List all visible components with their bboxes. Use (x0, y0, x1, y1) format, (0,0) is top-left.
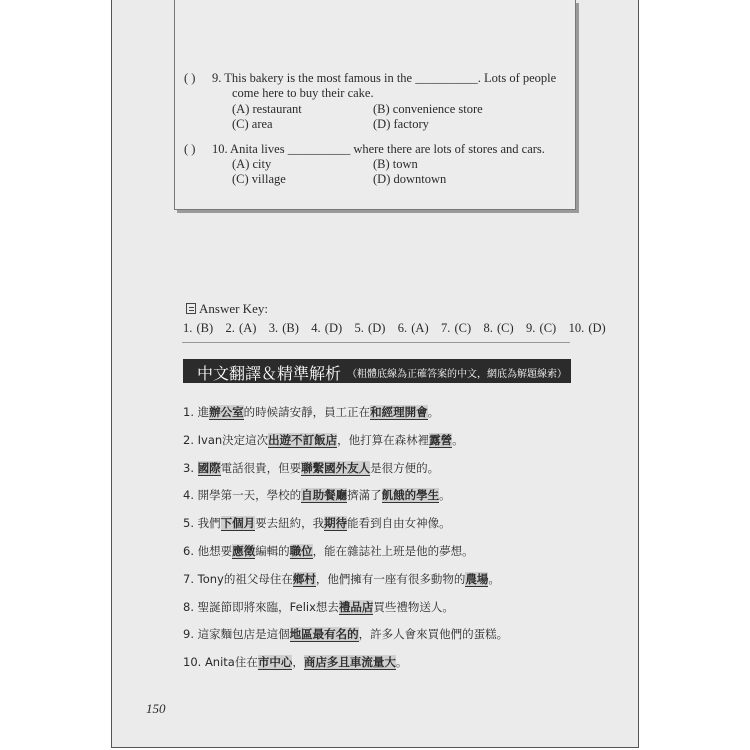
translation-text: 10. Anita住在 (183, 655, 258, 670)
translation-text: 是很方便的。 (370, 460, 440, 475)
answer-highlight: 市中心 (257, 655, 293, 670)
answer-highlight: 露營 (429, 432, 453, 447)
translation-text: 7. Tony的祖父母住在 (183, 571, 293, 586)
option-d: (D) factory (373, 117, 429, 131)
translation-text: 6. 他想要 (183, 544, 233, 558)
translation-text: 5. 我們 (183, 516, 221, 531)
answer-key-title (186, 301, 268, 317)
answer-highlight: 自助餐廳 (301, 488, 348, 503)
option-c: (C) village (232, 172, 286, 186)
translation-text: ，能在雜誌社上班是他的夢想。 (312, 544, 474, 558)
translation-text: 買些禮物送人。 (373, 599, 454, 614)
question-text-cont: come here to buy their cake. (232, 86, 374, 100)
translation-text: 3. (183, 460, 198, 475)
translation-text: 擠滿了 (347, 488, 382, 503)
answer-highlight: 應徵 (232, 544, 256, 558)
book-page (111, 0, 639, 748)
answer-blank: ( ) (184, 142, 196, 156)
section-note: （粗體底線為正確答案的中文，網底為解題線索） (347, 369, 567, 380)
answer-highlight: 出遊不訂飯店 (268, 432, 338, 447)
answer-highlight: 聯繫國外友人 (301, 460, 371, 475)
answer-highlight: 辦公室 (209, 405, 244, 419)
translation-text: ，許多人會來買他們的蛋糕。 (358, 627, 509, 642)
translation-line (183, 626, 508, 642)
translation-text: 9. 這家麵包店是這個 (183, 627, 290, 642)
option-c: (C) area (232, 117, 273, 131)
translation-text: 要去紐約，我 (255, 516, 325, 531)
translation-text: 8. 聖誕節即將來臨，Felix想去 (183, 599, 339, 614)
answer-highlight: 鄉村 (292, 571, 316, 586)
question-text: 10. Anita lives __________ where there are lots of stores and cars. (212, 142, 545, 156)
page-number: 150 (146, 701, 166, 716)
translation-line (183, 432, 464, 448)
translation-text: 的時候請安靜，員工正在 (243, 405, 371, 419)
translation-line (183, 571, 500, 587)
translation-line (183, 487, 451, 503)
answer-blank: ( ) (184, 71, 196, 85)
translation-text: 。 (488, 571, 500, 586)
answer-key-list: 1. (B) 2. (A) 3. (B) 4. (D) 5. (D) 6. (A) 7. (C) 8. (C) 9. (C) 10. (D) (183, 321, 606, 335)
option-b: (B) convenience store (373, 102, 483, 116)
translation-line (183, 460, 439, 476)
notepad-icon (186, 303, 196, 314)
answer-highlight: 禮品店 (338, 599, 374, 614)
divider (182, 342, 570, 343)
answer-key-label: Answer Key: (199, 301, 268, 316)
translation-line (183, 654, 407, 670)
translation-text: ，他們擁有一座有很多動物的 (315, 571, 466, 586)
quiz-box (174, 0, 576, 210)
translation-text: 編輯的 (255, 544, 290, 558)
answer-highlight: 下個月 (220, 516, 256, 531)
answer-highlight: 地區最有名的 (289, 627, 359, 642)
answer-highlight: 農場 (465, 571, 489, 586)
translation-line (183, 543, 474, 559)
translation-text: 。 (452, 432, 464, 447)
answer-highlight: 期待 (324, 516, 348, 531)
translation-line (183, 404, 439, 420)
option-d: (D) downtown (373, 172, 447, 186)
translation-text: 4. 開學第一天，學校的 (183, 488, 302, 503)
translation-line (183, 599, 454, 615)
section-banner (183, 359, 571, 383)
answer-highlight: 職位 (289, 544, 313, 558)
translation-text: 。 (427, 405, 440, 419)
option-b: (B) town (373, 157, 418, 171)
translation-text: 。 (439, 488, 451, 503)
translation-text: ， (292, 655, 304, 670)
translation-text: 能看到自由女神像。 (347, 516, 451, 531)
option-a: (A) city (232, 157, 272, 171)
answer-highlight: 國際 (197, 460, 221, 475)
translation-line (183, 515, 451, 531)
option-a: (A) restaurant (232, 102, 302, 116)
translation-text: 。 (395, 655, 408, 670)
answer-highlight: 商店多且車流量大 (303, 655, 396, 670)
question-text: 9. This bakery is the most famous in the __________. Lots of people (212, 71, 557, 85)
answer-highlight: 和經理開會 (370, 405, 428, 419)
section-title: 中文翻譯＆精準解析 (197, 364, 342, 383)
translation-text: 1. 進 (183, 405, 210, 419)
translation-text: ，他打算在森林裡 (337, 432, 430, 447)
answer-highlight: 飢餓的學生 (381, 488, 440, 503)
translation-text: 電話很貴，但要 (220, 460, 302, 475)
translation-text: 2. Ivan決定這次 (183, 432, 269, 447)
